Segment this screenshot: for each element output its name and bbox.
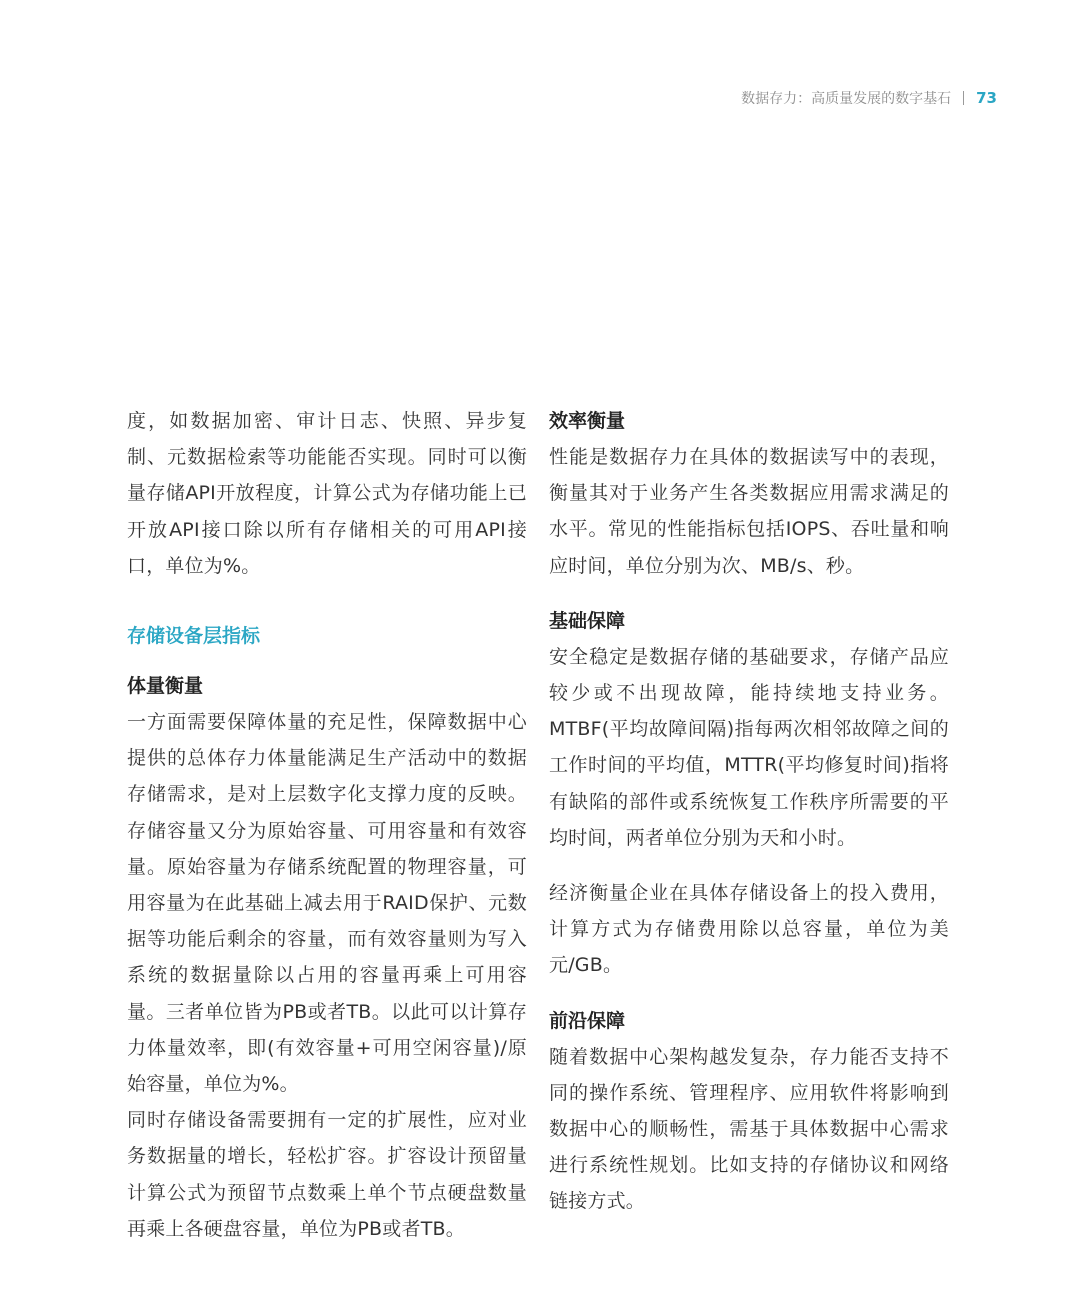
- capacity-paragraph: 一方面需要保障体量的充足性，保障数据中心提供的总体存力体量能满足生产活动中的数据存储需求，是对上层数字化支撑力度的反映。存储容量又分为原始容量、可用容量和有效容量。原始容量为存储系统配置的物理容量，可用容量为在此基础上减去用于RAID保护、元数据等功能后剩余的容量，而有效容量则为写入系统的数据量除以占用的容量再乘上可用容量。三者单位皆为PB或者TB。以此可以计算存力体量效率，即(有效容量+可用空闲容量)/原始容量，单位为%。: [127, 711, 527, 1096]
- section-heading: 存储设备层指标: [127, 625, 261, 648]
- left-column: [127, 403, 527, 1247]
- subheading-efficiency: 效率衡量: [549, 410, 626, 432]
- subheading-capacity: 体量衡量: [127, 675, 204, 698]
- efficiency-paragraph: 性能是数据存力在具体的数据读写中的表现，衡量其对于业务产生各类数据应用需求满足的水平。常见的性能指标包括IOPS、吞吐量和响应时间，单位分别为次、MB/s、秒。: [549, 446, 949, 577]
- right-column: [549, 403, 949, 1220]
- header-title: 数据存力：高质量发展的数字基石: [741, 91, 952, 107]
- page-number: 73: [976, 89, 997, 107]
- running-header: [741, 88, 997, 108]
- expansion-paragraph: 同时存储设备需要拥有一定的扩展性，应对业务数据量的增长，轻松扩容。扩容设计预留量计算公式为预留节点数乘上单个节点硬盘数量再乘上各硬盘容量，单位为PB或者TB。: [127, 1109, 527, 1240]
- continued-paragraph: 度，如数据加密、审计日志、快照、异步复制、元数据检索等功能能否实现。同时可以衡量存储API开放程度，计算公式为存储功能上已开放API接口除以所有存储相关的可用API接口，单位为%。: [127, 410, 527, 577]
- subheading-basic-guarantee: 基础保障: [549, 609, 626, 632]
- header-divider: [963, 91, 964, 105]
- basic-guarantee-paragraph: 安全稳定是数据存储的基础要求，存储产品应较少或不出现故障，能持续地支持业务。MTBF(平均故障间隔)指每两次相邻故障之间的工作时间的平均值，MTTR(平均修复时间)指将有缺陷的部件或系统恢复工作秩序所需要的平均时间，两者单位分别为天和小时。: [549, 645, 949, 849]
- subheading-frontier-guarantee: 前沿保障: [549, 1009, 626, 1032]
- economy-paragraph: 经济衡量企业在具体存储设备上的投入费用，计算方式为存储费用除以总容量，单位为美元/GB。: [549, 882, 949, 977]
- frontier-guarantee-paragraph: 随着数据中心架构越发复杂，存力能否支持不同的操作系统、管理程序、应用软件将影响到数据中心的顺畅性，需基于具体数据中心需求进行系统性规划。比如支持的存储协议和网络链接方式。: [549, 1045, 949, 1213]
